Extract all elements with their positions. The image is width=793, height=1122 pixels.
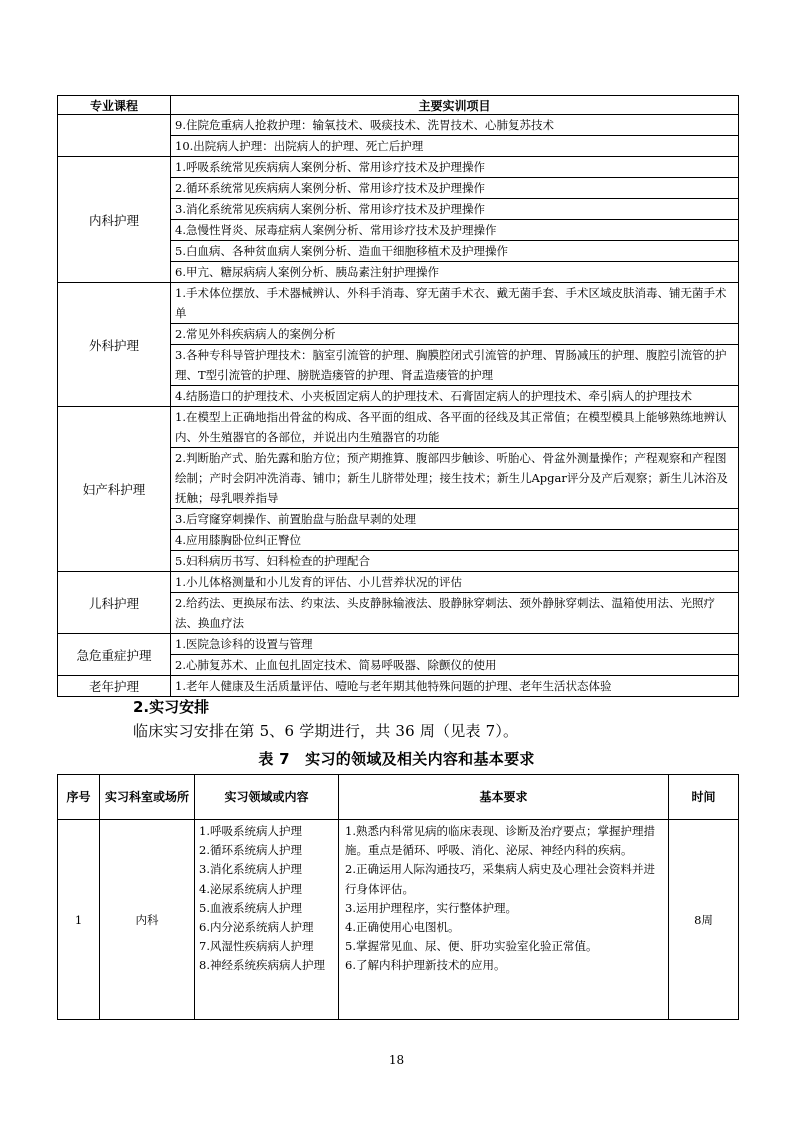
table-row [58, 572, 739, 593]
header-requirements: 基本要求 [339, 775, 669, 820]
project-item: 4.应用膝胸卧位纠正臀位 [171, 530, 739, 551]
table-row [58, 157, 739, 178]
table-header-row [58, 96, 739, 115]
project-item: 3.消化系统常见疾病病人案例分析、常用诊疗技术及护理操作 [171, 199, 739, 220]
training-projects-table [57, 95, 739, 697]
requirement-item: 6.了解内科护理新技术的应用。 [345, 958, 506, 973]
header-course: 专业课程 [58, 96, 171, 115]
project-item: 9.住院危重病人抢救护理：输氧技术、吸痰技术、洗胃技术、心肺复苏技术 [171, 115, 739, 136]
project-item: 10.出院病人护理：出院病人的护理、死亡后护理 [171, 136, 739, 157]
time-cell: 8周 [669, 820, 739, 1020]
section-paragraph: 临床实习安排在第 5、6 学期进行，共 36 周（见表 7）。 [133, 722, 519, 740]
project-item: 2.判断胎产式、胎先露和胎方位；预产期推算、腹部四步触诊、听胎心、骨盆外测量操作；产程观察和产程图绘制；产时会阴冲洗消毒、铺巾；新生儿脐带处理；接生技术；新生儿Apgar评分及产后观察；新生儿沐浴及抚触；母乳喂养指导 [171, 448, 739, 509]
project-item: 1.呼吸系统常见疾病病人案例分析、常用诊疗技术及护理操作 [171, 157, 739, 178]
table-header-row [58, 775, 739, 820]
requirement-item: 5.掌握常见血、尿、便、肝功实验室化验正常值。 [345, 939, 598, 954]
project-item: 5.妇科病历书写、妇科检查的护理配合 [171, 551, 739, 572]
course-cell: 妇产科护理 [58, 407, 171, 572]
page-number: 18 [388, 1053, 405, 1067]
requirement-item: 3.运用护理程序，实行整体护理。 [345, 900, 517, 915]
course-cell: 内科护理 [58, 157, 171, 283]
project-item: 4.结肠造口的护理技术、小夹板固定病人的护理技术、石膏固定病人的护理技术、牵引病人的护理技术 [171, 386, 739, 407]
requirement-item: 2.正确运用人际沟通技巧，采集病人病史及心理社会资料并进行身体评估。 [345, 862, 655, 896]
training-projects-body [58, 115, 739, 697]
header-projects: 主要实训项目 [171, 96, 739, 115]
seq-cell: 1 [58, 820, 100, 1020]
project-item: 1.在模型上正确地指出骨盆的构成、各平面的组成、各平面的径线及其正常值；在模型模具上能够熟练地辨认内、外生殖器官的各部位，并说出内生殖器官的功能 [171, 407, 739, 448]
content-item: 3.消化系统病人护理 [199, 862, 302, 877]
table-row [58, 283, 739, 324]
project-item: 3.后穹窿穿刺操作、前置胎盘与胎盘早剥的处理 [171, 509, 739, 530]
section-heading: 2.实习安排 [133, 698, 210, 716]
project-item: 2.常见外科疾病病人的案例分析 [171, 324, 739, 345]
content-item: 4.泌尿系统病人护理 [199, 881, 302, 896]
content-item: 1.呼吸系统病人护理 [199, 824, 302, 838]
course-cell: 儿科护理 [58, 572, 171, 634]
content-item: 7.风湿性疾病病人护理 [199, 939, 314, 954]
content-item: 6.内分泌系统病人护理 [199, 920, 314, 935]
table-row [58, 820, 739, 1020]
course-cell: 急危重症护理 [58, 634, 171, 676]
project-item: 1.老年人健康及生活质量评估、噎呛与老年期其他特殊问题的护理、老年生活状态体验 [171, 676, 739, 697]
course-cell [58, 115, 171, 157]
project-item: 1.小儿体格测量和小儿发育的评估、小儿营养状况的评估 [171, 572, 739, 593]
project-item: 1.医院急诊科的设置与管理 [171, 634, 739, 655]
project-item: 2.循环系统常见疾病病人案例分析、常用诊疗技术及护理操作 [171, 178, 739, 199]
table-row [58, 634, 739, 655]
content-item: 8.神经系统疾病病人护理 [199, 958, 325, 973]
project-item: 6.甲亢、糖尿病病人案例分析、胰岛素注射护理操作 [171, 262, 739, 283]
header-time: 时间 [669, 775, 739, 820]
content-item: 2.循环系统病人护理 [199, 843, 302, 858]
project-item: 3.各种专科导管护理技术：脑室引流管的护理、胸膜腔闭式引流管的护理、胃肠减压的护理、腹腔引流管的护理、T型引流管的护理、膀胱造瘘管的护理、肾盂造瘘管的护理 [171, 345, 739, 386]
header-content: 实习领域或内容 [195, 775, 339, 820]
project-item: 1.手术体位摆放、手术器械辨认、外科手消毒、穿无菌手术衣、戴无菌手套、手术区域皮肤消毒、铺无菌手术单 [171, 283, 739, 324]
project-item: 5.白血病、各种贫血病人案例分析、造血干细胞移植术及护理操作 [171, 241, 739, 262]
table-row [58, 115, 739, 136]
table-row [58, 407, 739, 448]
course-cell: 外科护理 [58, 283, 171, 407]
requirement-item: 1.熟悉内科常见病的临床表现、诊断及治疗要点；掌握护理措施。重点是循环、呼吸、消化、泌尿、神经内科的疾病。 [345, 824, 655, 858]
header-dept: 实习科室或场所 [100, 775, 195, 820]
content-cell [195, 820, 339, 1020]
table-row [58, 676, 739, 697]
dept-cell: 内科 [100, 820, 195, 1020]
table-caption: 表 7 实习的领域及相关内容和基本要求 [258, 750, 535, 768]
internship-table [57, 774, 739, 1020]
project-item: 2.给药法、更换尿布法、约束法、头皮静脉输液法、股静脉穿刺法、颈外静脉穿刺法、温箱使用法、光照疗法、换血疗法 [171, 593, 739, 634]
content-item: 5.血液系统病人护理 [199, 900, 302, 915]
project-item: 4.急慢性肾炎、尿毒症病人案例分析、常用诊疗技术及护理操作 [171, 220, 739, 241]
project-item: 2.心肺复苏术、止血包扎固定技术、简易呼吸器、除颤仪的使用 [171, 655, 739, 676]
header-seq: 序号 [58, 775, 100, 820]
requirements-cell [339, 820, 669, 1020]
course-cell: 老年护理 [58, 676, 171, 697]
requirement-item: 4.正确使用心电图机。 [345, 920, 460, 935]
